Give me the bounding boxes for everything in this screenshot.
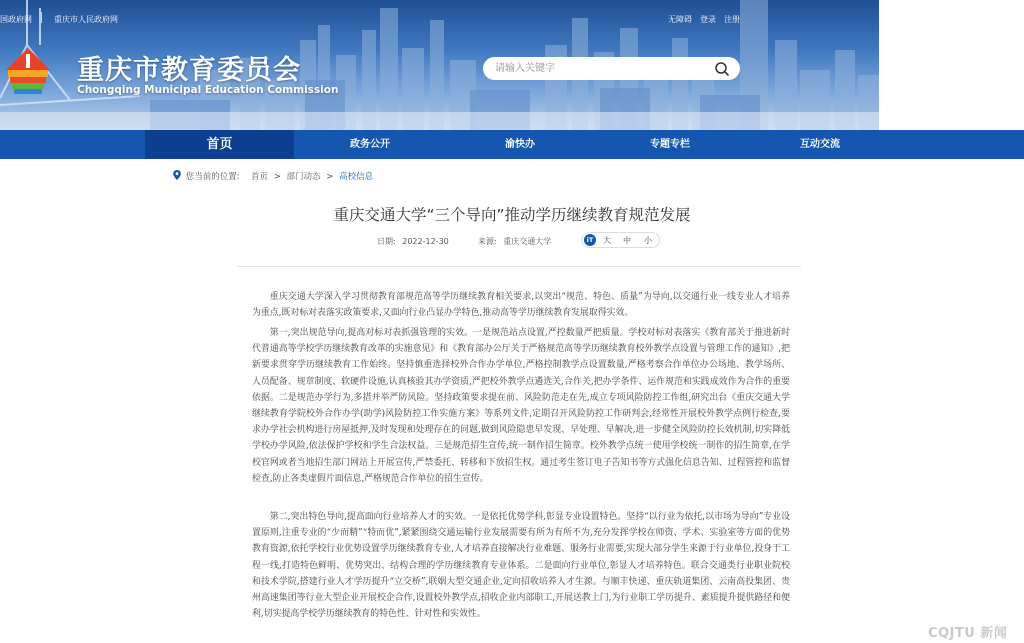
nav-government-affairs[interactable]: 政务公开	[350, 139, 390, 150]
breadcrumb-dept-news[interactable]: 部门动态	[286, 172, 321, 182]
breadcrumb-home[interactable]: 首页	[250, 172, 268, 182]
site-subtitle: Chongqing Municipal Education Commission	[77, 84, 339, 96]
search-box	[483, 57, 740, 80]
nav-yukuaiban[interactable]: 渝快办	[505, 139, 535, 150]
breadcrumb-sep: >	[326, 172, 334, 182]
font-size-switcher	[581, 232, 660, 248]
top-link-gov[interactable]: 国政府网	[0, 15, 32, 24]
font-size-small[interactable]: 小	[644, 236, 652, 245]
login-link[interactable]: 登录	[700, 15, 716, 24]
article-paragraph-2: 第一,突出规范导向,提高对标对表抓强管理的实效。一是规范站点设置,严控数量严把质量。学校对标对表落实《教育部关于推进新时代普通高等学校学历继续教育改革的实施意见》和《教育部办公厅关于严格规范高等学历继续教育校外教学点设置与管理工作的通知》,把新要求贯穿学历继续教育工作始终。坚持慎重选择校外合作办学单位,严格控制教学点设置数量,严格考察合作单位办公场地、教学场所、人员配备、规章制度、软硬件设施,认真核验其办学资质,严把校外教学点遴选关,合作关,把办学条件、运作规范和实践成效作为合作的重要依据。二是规范办学行为,多措并举严防风险。坚持政策要求提在前、风险防范走在先,成立专项风险防控工作组,研究出台《重庆交通大学继续教育学院校外合作办学(助学)风险防控工作实施方案》等系列文件,定期召开风险防控工作研判会,经常性开展校外教学点例行检查,要求办学社会机构进行房屋抵押,及时发现和处理存在的问题,做到风险隐患早发现、早处理、早解决,进一步健全风险防控长效机制,切实降低学校办学风险,依法保护学校和学生合法权益。三是规范招生宣传,统一制作招生简章。校外教学点统一使用学校统一制作的招生简章,在学校官网或者当地招生部门网站上开展宣传,严禁委托、转移和下放招生权。通过考生签订电子告知书等方式强化信息告知、过程管控和监督检查,防止各类虚假片面信息,严格规范合作单位的招生宣传。	[252, 328, 790, 484]
article-paragraph-3: 第二,突出特色导向,提高面向行业培养人才的实效。一是依托优势学科,彰显专业设置特色。坚持“以行业为依托,以市场为导向”专业设置原则,注重专业的“少而精”“特而优”,紧紧围绕交通运输行业发展需要有所为有所不为,充分发挥学校在师资、学术、实验室等方面的优势教育资源,依托学校行业优势设置学历继续教育专业,人才培养直接解决行业难题、服务行业需要,实现大部分学生来源于行业单位,投身于工程一线,打造特色鲜明、优势突出、结构合理的学历继续教育专业体系。二是面向行业单位,彰显人才培养特色。联合交通类行业职业院校和技术学院,搭建行业人才学历提升“立交桥”,联姻大型交通企业,定向招收培养人才生源。与顺丰快递、重庆轨道集团、云南高投集团、贵州高速集团等行业大型企业开展校企合作,设置校外教学点,招收企业内部职工,开展送教上门,为行业职工学历提升、素质提升提供路径和便利,切实提高学校学历继续教育的特色性、针对性和实效性。	[252, 512, 790, 620]
location-pin-icon	[173, 170, 181, 180]
breadcrumb-prefix: 您当前的位置:	[185, 172, 240, 182]
accessibility-link[interactable]: 无障碍	[668, 15, 692, 24]
article-source	[478, 236, 551, 247]
title-divider	[237, 266, 801, 267]
watermark: CQJTU 新闻	[928, 626, 1008, 641]
nav-special-topics[interactable]: 专题专栏	[650, 139, 690, 150]
commission-logo-icon[interactable]	[2, 42, 54, 98]
main-nav	[0, 130, 1024, 159]
register-link[interactable]: 注册	[724, 15, 740, 24]
nav-interaction[interactable]: 互动交流	[800, 139, 840, 150]
breadcrumb-university-info[interactable]: 高校信息	[339, 172, 374, 182]
top-link-divider	[41, 12, 42, 23]
header-side-blank	[879, 0, 1024, 130]
font-size-large[interactable]: 大	[603, 236, 611, 245]
search-icon[interactable]	[714, 61, 730, 77]
article-paragraph-1: 重庆交通大学深入学习贯彻教育部规范高等学历继续教育相关要求,以突出“规范、特色、质量”为导向,以交通行业一线专业人才培养为重点,既对标对表落实政策要求,又面向行业凸显办学特色,推动高等学历继续教育发展取得实效。	[252, 292, 790, 319]
top-link-cq-gov[interactable]: 重庆市人民政府网	[54, 15, 118, 24]
source-label: 来源:	[478, 237, 497, 246]
source-value: 重庆交通大学	[503, 237, 552, 246]
date-value: 2022-12-30	[402, 237, 449, 246]
article-title: 重庆交通大学“三个导向”推动学历继续教育规范发展	[333, 206, 691, 224]
breadcrumb	[173, 170, 373, 182]
breadcrumb-sep: >	[273, 172, 281, 182]
article-date	[377, 236, 449, 247]
nav-home[interactable]: 首页	[145, 130, 294, 159]
date-label: 日期:	[377, 237, 396, 246]
header-banner	[0, 0, 879, 130]
font-size-medium[interactable]: 中	[623, 236, 631, 245]
font-size-icon: iT	[584, 234, 596, 246]
search-input[interactable]	[495, 61, 705, 76]
site-title[interactable]: 重庆市教育委员会	[77, 55, 301, 86]
